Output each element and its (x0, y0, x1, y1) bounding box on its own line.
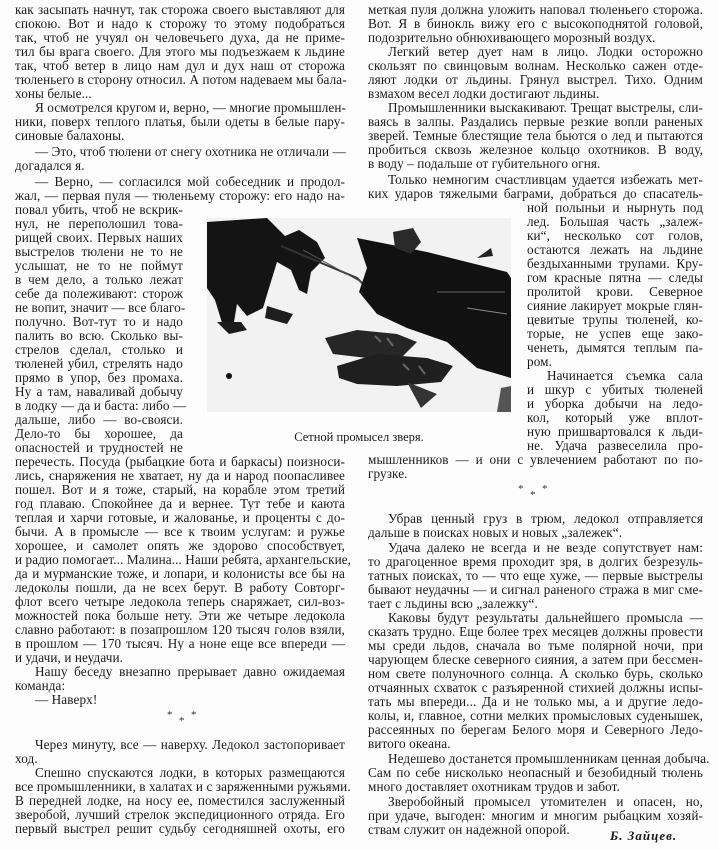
text-line: Сам по себе нисколько неопасный и безобидный тюлень (368, 765, 703, 780)
text-line: Через минуту, все — наверху. Ледокол застопоривает (35, 737, 345, 752)
text-line: кол, который уже вплот- (527, 410, 703, 425)
text-line: зверей. Темные блестящие тела бьются о лед и пытаются (368, 128, 703, 143)
seal-hunt-photo-icon (207, 218, 511, 412)
text-line: и радио помогает... Малина... Наши ребята, архангельские, (15, 552, 352, 567)
text-line: флот всего четыре ледокола теперь снаряжает, сил-воз- (15, 594, 345, 609)
section-break-asterism: * * * (518, 483, 548, 501)
text-line: чарующем блеске северного сияния, а затем при бессмен- (368, 652, 703, 667)
text-line: витого океана. (368, 736, 451, 751)
text-line: нул, не переполошил това- (15, 216, 183, 231)
text-line: получно. Вот-тут то и надо (15, 314, 183, 329)
text-line: ледоколы пошли, да не всех берут. В работу Совторг- (15, 580, 345, 595)
text-line: палить во всю. Сколько вы- (15, 328, 183, 343)
text-line: цевитые трупы тюленей, ко- (527, 312, 703, 327)
text-line: меткая пуля должна уложить наповал тюленьего сторожа. (368, 2, 703, 17)
text-line: да и мурманские тоже, и лопари, и колонисты все бы на (15, 566, 345, 581)
text-line: ляют лодки от льдины. Грянул выстрел. Тихо. Одним (368, 72, 703, 87)
text-line: себе да полеживают: сторож (15, 286, 183, 301)
section-break-asterism: * * * (167, 709, 197, 727)
text-line: бычи. А в промысле — все к твоим услугам: и ружье (15, 524, 345, 539)
text-line: так, чтоб не учуял он человечьего духа, да не приме- (15, 30, 345, 45)
text-line: в прошлом — 170 тысяч. Ну а ноне еще все впереди — (15, 636, 345, 651)
text-line: Легкий ветер дует нам в лицо. Лодки осторожно (388, 44, 703, 59)
text-line: жал, — первая пуля — тюленьему сторожу: его надо на- (15, 188, 345, 203)
text-line: Недешево достанется промышленникам ценная добыча. (388, 751, 710, 766)
text-line: сказать трудно. Еще более трех месяцев должны провести (368, 624, 703, 639)
text-line: подозрительно обнюхивающего морозный воздух. (368, 30, 656, 45)
text-line: как засыпать начнут, так сторожа своего выставляют для (15, 2, 345, 17)
text-line: ход. (15, 751, 38, 766)
text-line: рищей своих. Первых наших (15, 230, 183, 245)
text-line: хоны белые... (15, 86, 92, 101)
text-line: отчаянных схваток с разъяренной стихией должны испы- (368, 680, 703, 695)
text-line: перечесть. Посуда (рыбацкие бота и баркасы) поизноси- (15, 454, 345, 469)
text-line: много доставляет охотникам трудов и забот. (368, 779, 620, 794)
text-line: мышленников — и они с увлечением работают по по- (368, 452, 703, 467)
photo-caption: Сетной промысел зверя. (294, 430, 424, 444)
text-line: дальше в поисках новых и новых „залежек“. (368, 525, 623, 540)
text-line: Зверобойный промысел утомителен и опасен, но, (388, 794, 703, 809)
text-line: ром. (527, 354, 552, 369)
text-line: выстрелов тюлени не то не (15, 244, 183, 259)
text-line: тюленей убил, стрелять надо (15, 356, 183, 371)
text-line: спокою. Вот и надо к сторожу то этому подобраться (15, 16, 345, 31)
text-line: лед. Большая часть „залеж- (527, 214, 703, 229)
text-line: год плаваю. Спокойнее да и вернее. Тут тебе и каюта (15, 496, 345, 511)
text-line: лись, снаряжения не хватает, ну да и народ поопасливее (15, 468, 345, 483)
text-line: бывают неудачны — и сигнал раненого стража в миг сме- (368, 582, 703, 597)
text-line: Нашу беседу внезапно прерывает давно ожидаемая (35, 664, 345, 679)
text-line: Ну а там, наваливай добычу (15, 384, 183, 399)
text-line: пролитой крови. Северное (527, 284, 703, 299)
text-line: рассеянных по берегам Белого моря и Северного Ледо- (368, 722, 703, 737)
text-line: Спешно спускаются лодки, в которых размещаются (35, 765, 345, 780)
text-line: при удаче, выгоден: многим и многим рыбацким хозяй- (368, 808, 703, 823)
text-line: ких ударов тяжелыми баграми, добраться до спасатель- (368, 186, 703, 201)
text-line: не вопит, значит — все благо- (15, 300, 186, 315)
text-line: тюленьего в сторону относил. А потом надеваем мы бала- (15, 72, 347, 87)
text-line: грузке. (368, 466, 408, 481)
text-line: бездыханными трупами. Кру- (527, 256, 703, 271)
text-line: Промышленники выскакивают. Трещат выстрелы, сли- (388, 100, 703, 115)
text-line: мы среди льдов, сначала во тьме полярной ночи, при (368, 638, 703, 653)
text-line: можностей пока больше нету. Эти же четыре ледокола (15, 608, 345, 623)
text-line: стрелов сделал, столько и (15, 342, 183, 357)
text-line: ной полыньи и нырнуть под (527, 200, 703, 215)
text-line: татных поисках, то — что еще хуже, — первые выстрелы (368, 568, 703, 583)
text-line: гом красные пятна — следы (527, 270, 703, 285)
text-line: Убрав ценный груз в трюм, ледокол отправляется (388, 511, 703, 526)
text-line: в чем дело, а только лежат (15, 272, 183, 287)
text-line: — Наверх! (35, 692, 98, 707)
text-line: команда: (15, 678, 66, 693)
text-line: прямо в упор, без промаха. (15, 370, 183, 385)
text-line: ки“, несколько сот голов, (527, 228, 703, 243)
text-line: колы, и, главное, сотни мелких промысловых суденышек, (368, 708, 703, 723)
text-line: тает с льдины всю „залежку“. (368, 596, 538, 611)
text-line: и шкур с убитых тюленей (527, 382, 703, 397)
text-line: в воду – подальше от губительного огня. (368, 156, 601, 171)
text-line: пробиться сквозь железное кольцо охотников. В воду, (368, 142, 703, 157)
text-line: зверобой, лучший стрелок экспедиционного отряда. Его (15, 807, 345, 822)
author-signature: Б. Зайцев. (610, 828, 678, 843)
text-line: Вот. Я в бинокль вижу его с высокоподнятой головой, (368, 16, 703, 31)
text-line: и удачи, и неудачи. (15, 650, 124, 665)
text-line: В передней лодке, на носу ее, поместился заслуженный (15, 793, 345, 808)
text-line: сияние лакирует мокрые глян- (527, 298, 703, 313)
article-photo (207, 218, 511, 412)
text-line: то драгоценное время проходит зря, в долгих безрезуль- (368, 554, 703, 569)
text-line: все промышленники, в халатах и с заряженными ружьями. (15, 779, 351, 794)
text-line: ники, поверх теплого платья, были одеты в белые пару- (15, 114, 345, 129)
text-line: Начинается съемка сала (547, 368, 703, 383)
text-line: славно работают: в позапрошлом 120 тысяч голов взяли, (15, 622, 345, 637)
text-line: ную пришвартовался к льди- (527, 424, 703, 439)
text-line: Только немногим счастливцам удается избежать мет- (388, 172, 703, 187)
text-line: пошел. Вот и я тоже, старый, на корабле этом третий (15, 482, 345, 497)
text-line: первый выстрел решит судьбу сегодняшней охоты, его (15, 821, 345, 836)
text-line: ствам служит он надежной опорой. (368, 822, 570, 837)
text-line: повал убить, чтоб не вскрик- (15, 202, 183, 217)
text-line: Дело-то бы хорошее, да (15, 426, 183, 441)
text-line: ченеть, дымятся теплым па- (527, 340, 703, 355)
text-line: Удача далеко не всегда и не везде сопутствует нам: (388, 540, 703, 555)
text-line: ваясь в залпы. Раздались первые резкие вопли раненых (368, 114, 703, 129)
text-line: тать мы впереди... Да и не только мы, а и другие ледо- (368, 694, 703, 709)
text-line: скользят по свинцовым волнам. Несколько сажен отде- (368, 58, 703, 73)
text-line: Я осмотрелся кругом и, верно, — многие промышлен- (35, 100, 347, 115)
text-line: услышат, не то не поймут (15, 258, 183, 273)
text-line: остаются лежать на льдине (527, 242, 703, 257)
text-line: в лодку — да и баста: либо — (15, 398, 187, 413)
text-line: торые, не успев еще зако- (527, 326, 703, 341)
text-line: не. Удача развеселила про- (527, 438, 703, 453)
text-line: — Это, чтоб тюлени от снегу охотника не отличали — (35, 144, 346, 159)
text-line: дальше, либо — во-свояси. (15, 412, 183, 427)
text-line: опасностей и трудностей не (15, 440, 183, 455)
text-line: тил бы врага своего. Для этого мы подъезжаем к льдине (15, 44, 345, 59)
text-line: взмахом весел лодки достигают льдины. (368, 86, 600, 101)
text-line: так, чтоб ветер в лицо нам дул и дух наш от сторожа (15, 58, 345, 73)
text-line: ном свете полуночного солнца. А сколько бурь, сколько (368, 666, 703, 681)
text-line: синовые балахоны. (15, 128, 125, 143)
text-line: теплая и харчи готовые, и жалованье, и проценты с до- (15, 510, 345, 525)
text-line: Каковы будут результаты дальнейшего промысла — (388, 610, 703, 625)
text-line: хорошее, и самолет опять же здорово способствует, (15, 538, 345, 553)
text-line: и уборка добычи на ледо- (527, 396, 703, 411)
text-line: — Верно, — согласился мой собеседник и продол- (35, 174, 345, 189)
text-line: догадался я. (15, 158, 85, 173)
